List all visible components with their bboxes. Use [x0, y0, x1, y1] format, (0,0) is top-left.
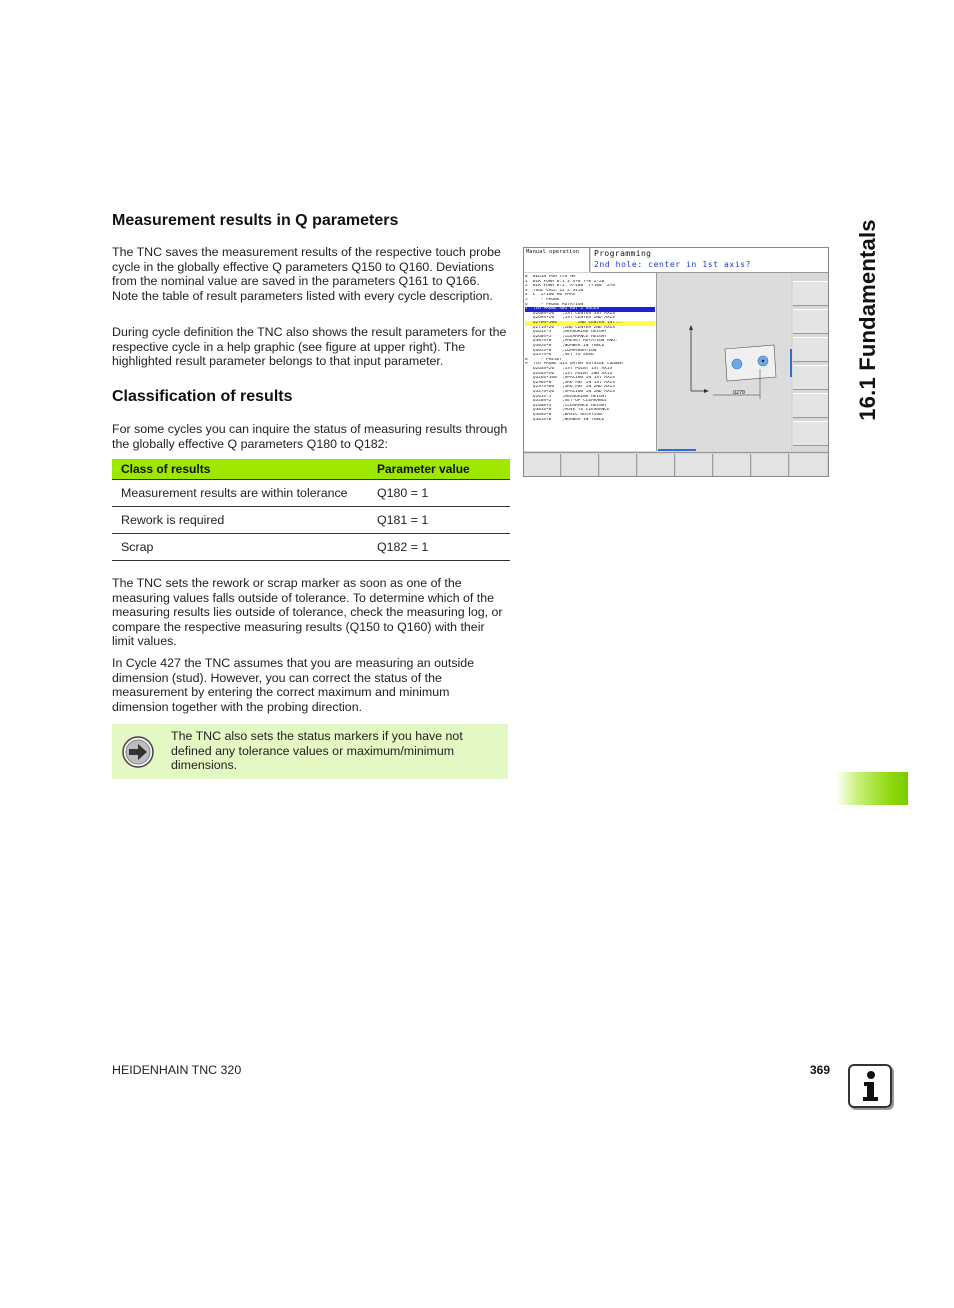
program-line: Q263=+20 ;1ST POINT 1ST AXIS — [525, 367, 613, 371]
page-number: 369 — [809, 1063, 830, 1077]
program-line: Q260=+5 ;CLEARANCE HEIGHT — [525, 403, 607, 408]
table-row — [112, 507, 510, 534]
program-line: Q261=-5 ;MEASURING HEIGHT — [525, 330, 607, 335]
program-line: Q269=+20 ;1ST CENTER 2ND AXIS — [525, 316, 615, 321]
program-line: 8 * - PRESET — [525, 357, 563, 362]
table-cell: Rework is required — [121, 513, 225, 527]
chapter-title-text: 16.1 Fundamentals — [855, 219, 880, 421]
program-line: 4 L Z+100 R0 FMAX — [525, 293, 576, 298]
graphic-label: Q270 — [733, 390, 746, 396]
program-line: Q301=+0 ;MOVE TO CLEARANCE — [525, 408, 610, 413]
table-header-class: Class of results — [121, 462, 211, 476]
program-line: Q304=+0 ;BASIC ROTATION — [525, 413, 602, 417]
screen-mode-label: Manual operation — [524, 248, 590, 272]
program-line: 2 BLK FORM 0.2 X+100 Y+100 Z+0 — [525, 284, 615, 289]
table-cell: Q181 = 1 — [377, 513, 429, 527]
table-row — [112, 480, 510, 507]
heading-classification: Classification of results — [112, 388, 293, 405]
softkey[interactable] — [676, 454, 713, 477]
table-cell: Q180 = 1 — [377, 486, 429, 500]
info-icon — [848, 1064, 892, 1108]
softkey[interactable] — [638, 454, 675, 477]
table-row — [112, 534, 510, 561]
help-graphic — [657, 273, 791, 451]
arrow-right-icon — [122, 736, 154, 768]
screen-title: Programming — [594, 249, 652, 258]
softkey[interactable] — [793, 309, 828, 334]
program-line: Q260=+5 ;CLEARANCE HEIGHT — [525, 334, 607, 339]
heading-q-parameters: Measurement results in Q parameters — [112, 212, 399, 229]
program-line: Q297=+80 ;3RD PNT IN 2ND AXIS — [525, 385, 615, 390]
program-line: 6 * - PROBE ROTATION — [525, 302, 584, 307]
footer-product: HEIDENHAIN TNC 320 — [112, 1063, 242, 1077]
program-line: Q402=+0 ;COMPENSATION — [525, 348, 597, 353]
scroll-indicator — [790, 349, 792, 377]
vertical-softkeys — [792, 273, 829, 451]
program-line: Q271=+20 ;2ND CENTER 2ND AXIS — [525, 325, 615, 330]
program-line: 9 TCH PROBE 414 DATUM OUTSIDE CORNER — [525, 362, 623, 367]
softkey[interactable] — [793, 365, 828, 390]
softkey[interactable] — [524, 454, 561, 477]
program-line: Q268=+20 ;1ST CENTER 1ST AXIS — [525, 311, 615, 316]
results-table — [112, 459, 510, 561]
softkey[interactable] — [562, 454, 599, 477]
program-line: Q296=+0 ;3RD PNT IN 1ST AXIS — [525, 380, 615, 385]
softkey[interactable] — [793, 337, 828, 362]
tnc-screenshot — [523, 247, 829, 477]
program-line: 1 BLK FORM 0.1 Z X+0 Y+0 Z-20 — [525, 279, 605, 284]
help-graphic-drawing — [657, 273, 791, 451]
chapter-title — [848, 215, 888, 425]
note-text: The TNC also sets the status markers if you have not defined any tolerance values or maximum/minimum dimensions. — [171, 729, 463, 772]
paragraph-help-graphic: During cycle definition the TNC also shows the result parameters for the respective cycle in a help graphic (see figure at upper right). The highlighted result parameter belongs to that input parameter. — [112, 325, 507, 368]
chapter-tab-marker — [836, 772, 908, 805]
screen-prompt: 2nd hole: center in 1st axis? — [594, 260, 752, 269]
program-line: Q337=+0 ;SET TO ZERO — [525, 353, 594, 358]
softkey[interactable] — [793, 281, 828, 306]
softkey[interactable] — [793, 421, 828, 446]
horizontal-softkeys — [524, 452, 829, 477]
program-line: Q327=+20 ;SPACING IN 2ND AXIS — [525, 390, 615, 394]
softkey[interactable] — [600, 454, 637, 477]
program-line: 0 BEGIN PGM TCH MM — [525, 275, 576, 279]
table-header-value: Parameter value — [377, 462, 470, 476]
program-line: Q320=+2 ;SET-UP CLEARANCE — [525, 399, 607, 404]
program-line: Q264=+20 ;1ST POINT 2ND AXIS — [525, 371, 613, 376]
program-line: 7 TCH PROBE 401 ROT 2 HOLES — [525, 307, 655, 312]
program-line: 3 TOOL CALL 22 Z S250 — [525, 288, 584, 293]
table-cell: Q182 = 1 — [377, 540, 429, 554]
softkey[interactable] — [793, 393, 828, 418]
program-line: Q305=+0 ;NUMBER IN TABLE — [525, 344, 605, 348]
program-line: Q326=+100 ;SPACING IN 1ST AXIS — [525, 376, 615, 381]
note-box — [112, 724, 508, 779]
softkey[interactable] — [790, 454, 827, 477]
softkey[interactable] — [752, 454, 789, 477]
program-line: Q305=+0 ;NUMBER IN TABLE — [525, 417, 605, 422]
program-line: Q307=+0 ;PRESET ROTATION ANG. — [525, 339, 618, 344]
table-cell: Measurement results are within tolerance — [121, 486, 348, 500]
paragraph-classification-intro: For some cycles you can inquire the status of measuring results through the globally effective Q parameters Q180 to Q182: — [112, 422, 508, 451]
softkey[interactable] — [714, 454, 751, 477]
table-header — [112, 459, 510, 480]
program-line: 5 * - PROBE — [525, 298, 560, 302]
paragraph-q-parameters: The TNC saves the measurement results of the respective touch probe cycle in the globally effective Q parameters Q150 to Q160. Deviations from the nominal value are saved in the parameters Q161 to Q166. Note the table of result parameters listed with every cycle description. — [112, 245, 501, 303]
program-line: Q270=+100 2ND CENTER 1ST... — [525, 321, 655, 326]
table-cell: Scrap — [121, 540, 154, 554]
paragraph-cycle-427: In Cycle 427 the TNC assumes that you are measuring an outside dimension (stud). However, you can correct the status of the measurement by entering the correct maximum and minimum dimension together with the probing direction. — [112, 656, 475, 714]
program-listing — [524, 273, 657, 451]
paragraph-rework-scrap: The TNC sets the rework or scrap marker as soon as one of the measuring values falls outside of tolerance. To determine which of the measuring results lies outside of tolerance, check the measuring log, or compare the respective measuring results (Q150 to Q160) with their limit values. — [112, 576, 503, 648]
screen-title-bar — [591, 248, 829, 273]
program-line: Q261=-5 ;MEASURING HEIGHT — [525, 394, 607, 399]
